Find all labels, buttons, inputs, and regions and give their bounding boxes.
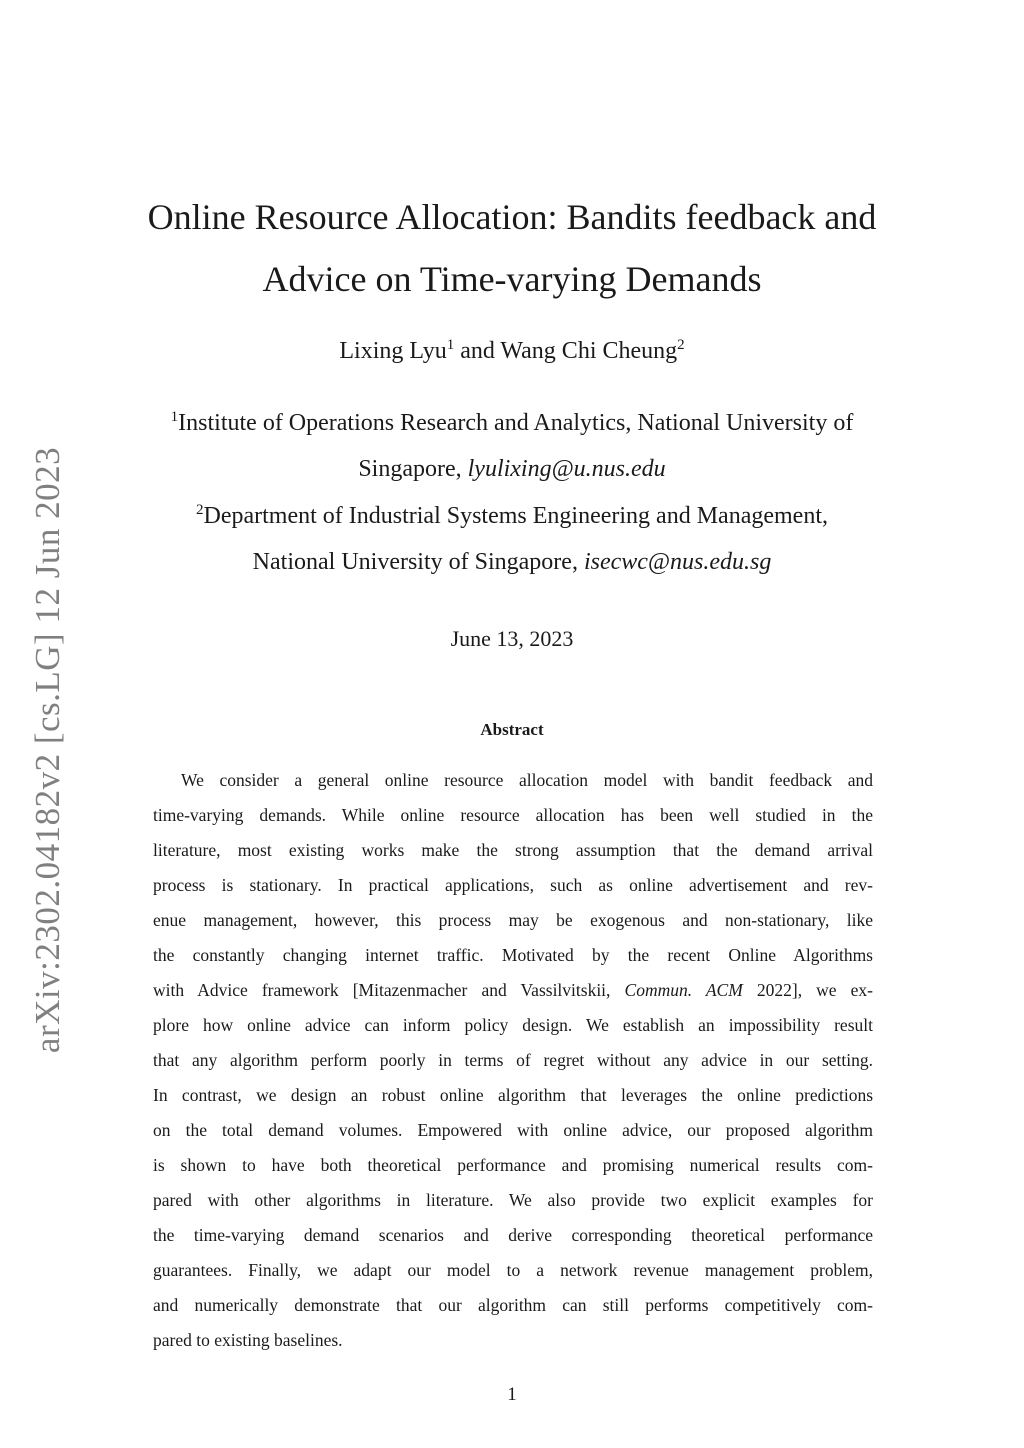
author-name: Lixing Lyu xyxy=(339,338,447,364)
abstract-text: with Advice framework [Mitazenmacher and Vassilvitskii, xyxy=(153,980,625,1000)
abstract-line xyxy=(153,973,873,1008)
paper-title xyxy=(100,186,924,310)
abstract-line: enue management, however, this process may be exogenous and non-stationary, like xyxy=(153,910,873,930)
affiliation-line xyxy=(100,493,924,539)
abstract-line: is shown to have both theoretical performance and promising numerical results com- xyxy=(153,1155,873,1175)
title-line-1: Online Resource Allocation: Bandits feedback and xyxy=(147,197,877,237)
abstract-text: 2022], we ex- xyxy=(742,980,874,1000)
arxiv-identifier: arXiv:2302.04182v2 [cs.LG] 12 Jun 2023 xyxy=(28,446,67,1054)
abstract-line: literature, most existing works make the strong assumption that the demand arrival xyxy=(153,840,873,860)
abstract-line: We consider a general online resource allocation model with bandit feedback and xyxy=(181,770,873,790)
abstract-line: that any algorithm perform poorly in terms of regret without any advice in our setting. xyxy=(153,1050,873,1070)
abstract-line: plore how online advice can inform policy design. We establish an impossibility result xyxy=(153,1015,873,1035)
affiliation-institution: Institute of Operations Research and Analytics, National University of xyxy=(178,410,854,436)
paper-date: June 13, 2023 xyxy=(450,626,574,651)
affiliation-institution: Department of Industrial Systems Engineering and Management, xyxy=(203,503,828,529)
affiliation-location: Singapore, xyxy=(358,456,468,482)
affiliation-line xyxy=(100,539,924,585)
author-email: isecwc@nus.edu.sg xyxy=(583,549,772,575)
citation-venue: Commun. ACM xyxy=(624,980,743,1000)
affiliation-marker: 2 xyxy=(195,502,204,518)
page-number: 1 xyxy=(507,1384,517,1405)
abstract-line: guarantees. Finally, we adapt our model to a network revenue management problem, xyxy=(153,1260,873,1280)
abstract-line: and numerically demonstrate that our algorithm can still performs competitively com- xyxy=(153,1295,873,1315)
abstract-line: pared with other algorithms in literature. We also provide two explicit examples for xyxy=(153,1190,873,1210)
abstract-line: pared to existing baselines. xyxy=(153,1330,343,1350)
abstract-body xyxy=(153,763,873,1358)
title-line-2: Advice on Time-varying Demands xyxy=(262,259,762,299)
affiliation-1 xyxy=(100,400,924,492)
author-name: Wang Chi Cheung xyxy=(500,338,678,364)
author-conjunction: and xyxy=(454,338,501,364)
author-affiliation-marker: 2 xyxy=(677,337,685,353)
affiliation-marker: 1 xyxy=(170,409,179,425)
abstract-heading: Abstract xyxy=(480,720,544,739)
affiliation-location: National University of Singapore, xyxy=(252,549,584,575)
abstract-line: the constantly changing internet traffic. Motivated by the recent Online Algorithms xyxy=(153,945,873,965)
affiliation-line xyxy=(100,400,924,446)
abstract-line: process is stationary. In practical applications, such as online advertisement and rev- xyxy=(153,875,873,895)
abstract-line: In contrast, we design an robust online algorithm that leverages the online predictions xyxy=(153,1085,873,1105)
author-list xyxy=(100,338,924,365)
affiliation-line xyxy=(100,446,924,492)
abstract-line: time-varying demands. While online resource allocation has been well studied in the xyxy=(153,805,873,825)
author-affiliation-marker: 1 xyxy=(446,337,455,353)
abstract-line: the time-varying demand scenarios and derive corresponding theoretical performance xyxy=(153,1225,873,1245)
author-email: lyulixing@u.nus.edu xyxy=(467,456,666,482)
affiliation-2 xyxy=(100,493,924,585)
abstract-line: on the total demand volumes. Empowered with online advice, our proposed algorithm xyxy=(153,1120,873,1140)
